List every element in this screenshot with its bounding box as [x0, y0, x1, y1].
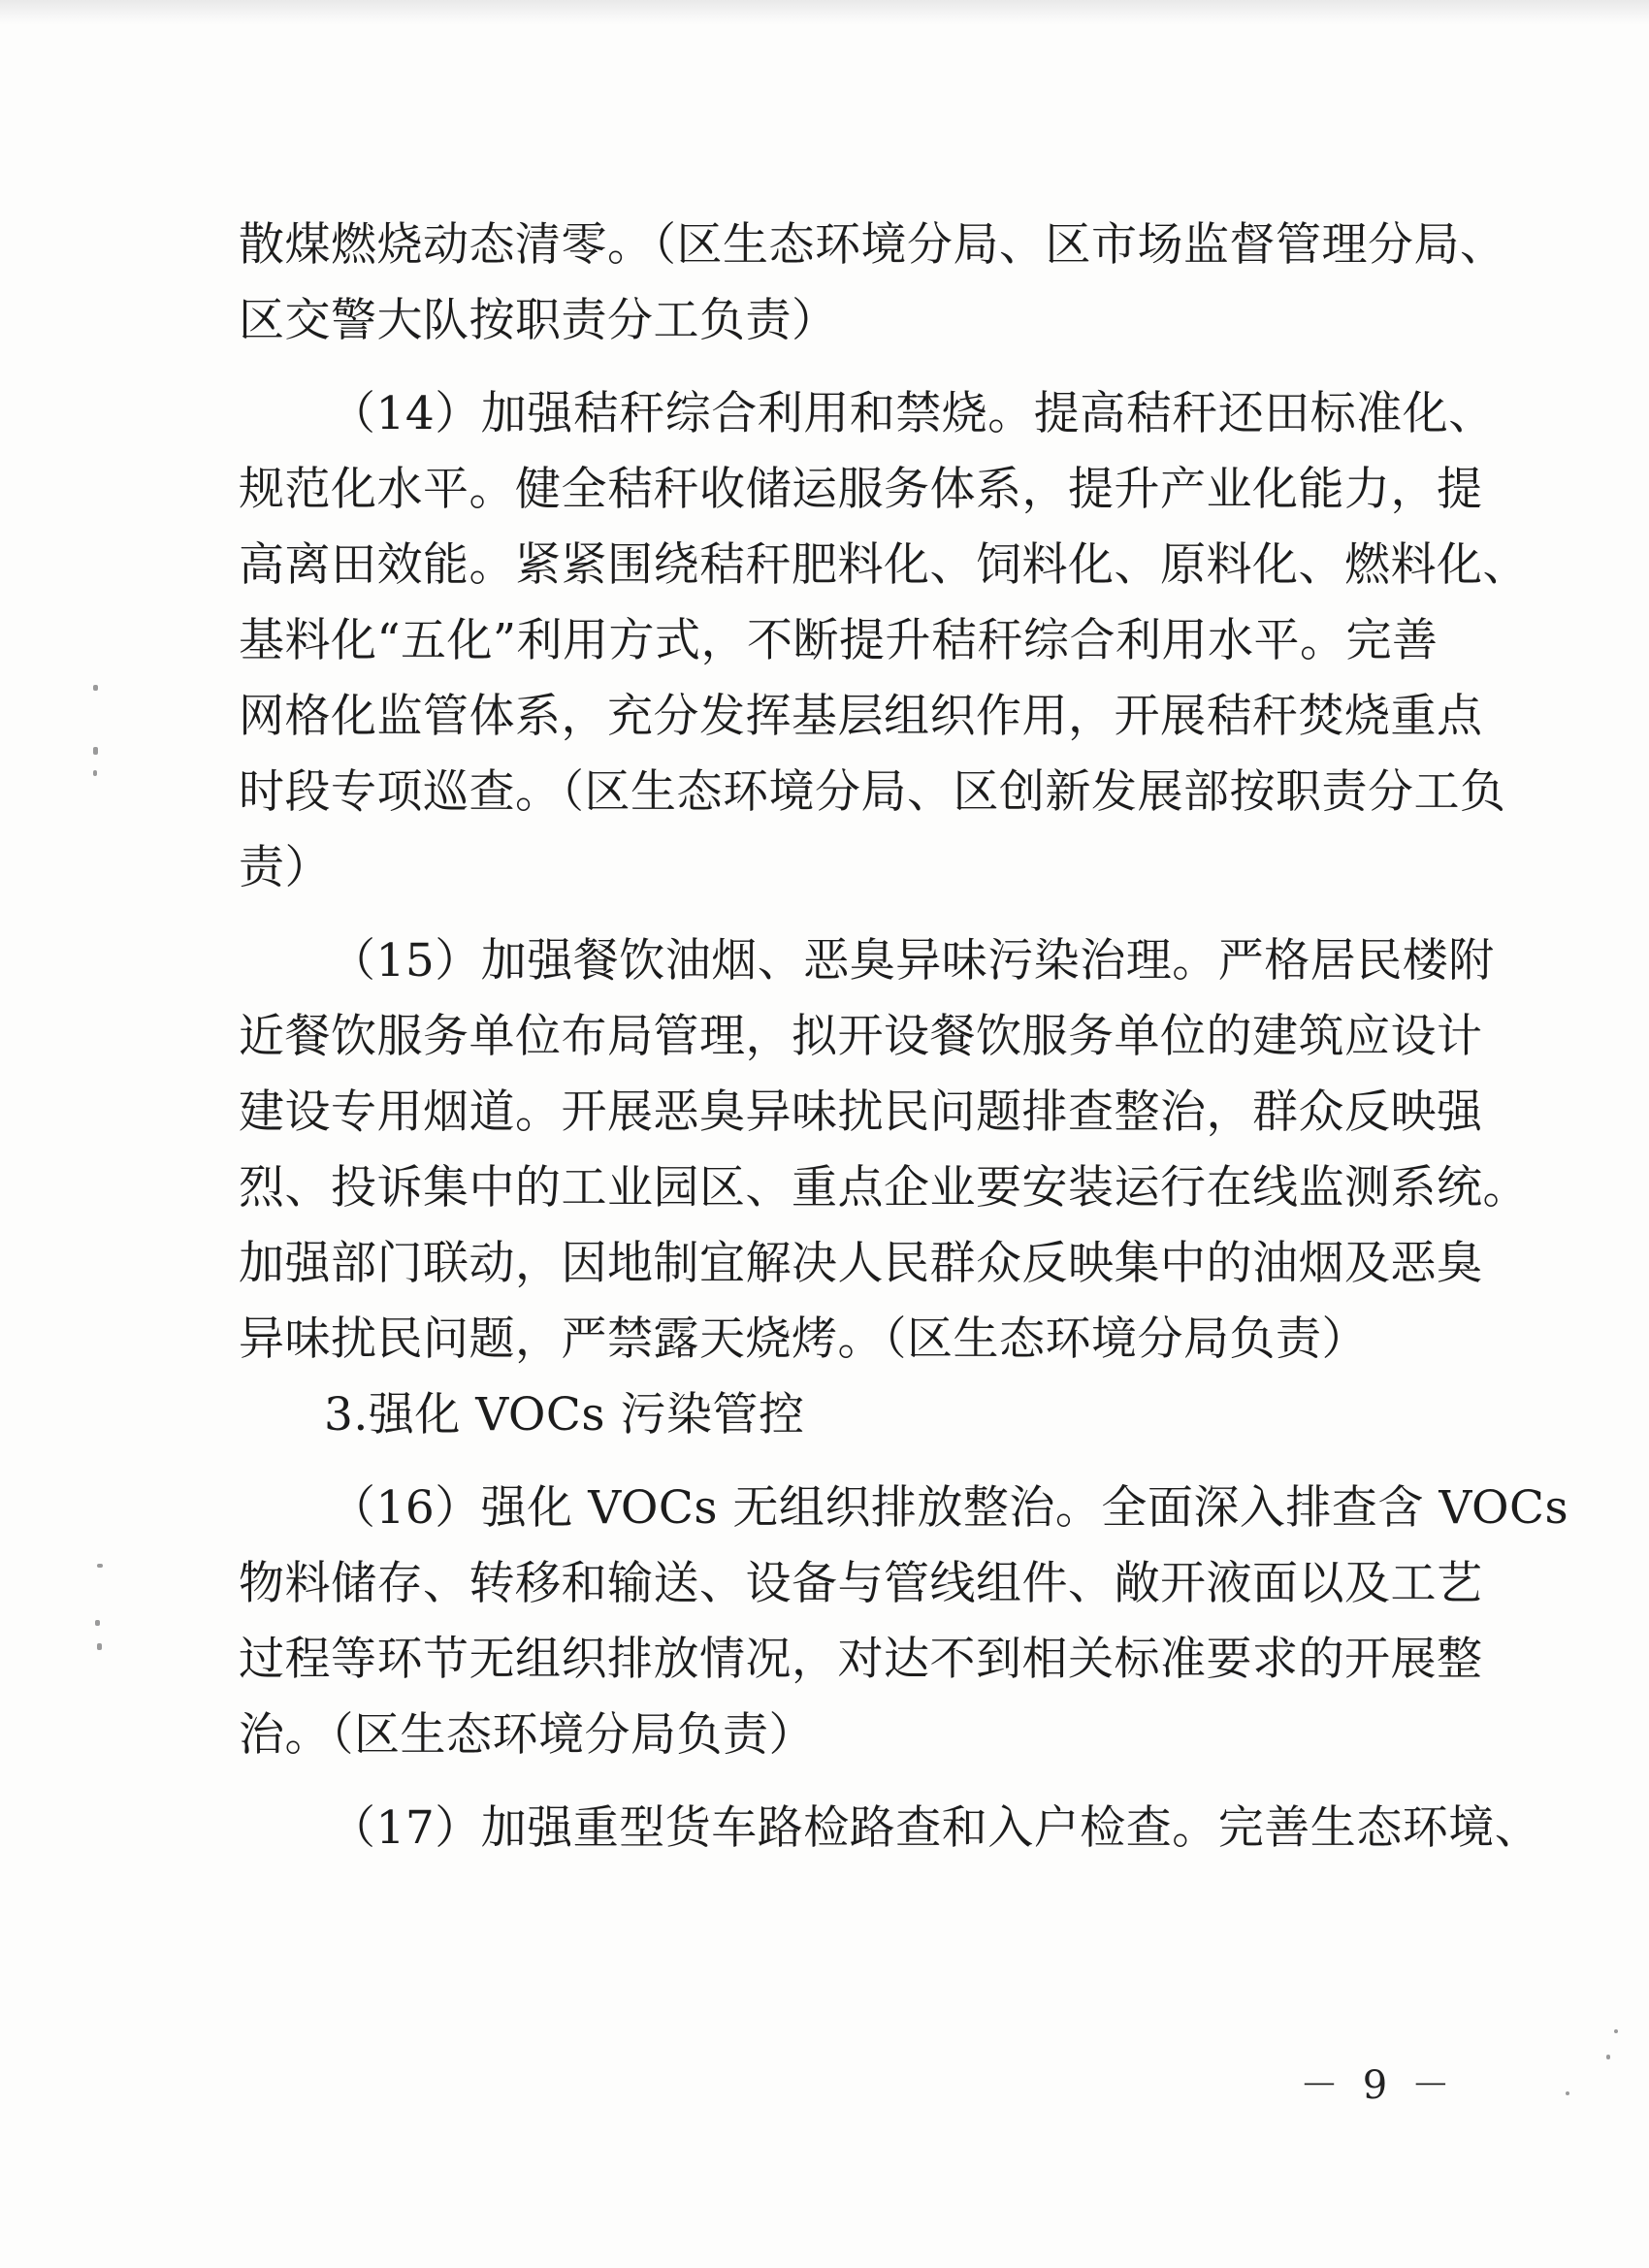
body-line: 建设专用烟道。开展恶臭异味扰民问题排查整治，群众反映强: [239, 1085, 1483, 1139]
body-line: 网格化监管体系，充分发挥基层组织作用，开展秸秆焚烧重点: [239, 690, 1483, 743]
scan-speck: [1566, 2091, 1569, 2095]
body-line: 过程等环节无组织排放情况，对达不到相关标准要求的开展整: [239, 1633, 1483, 1686]
body-line: 加强部门联动，因地制宜解决人民群众反映集中的油烟及恶臭: [239, 1237, 1483, 1290]
scan-speck: [97, 1643, 102, 1650]
scan-speck: [97, 1564, 103, 1568]
scan-speck: [95, 1620, 100, 1626]
body-line: 异味扰民问题，严禁露天烧烤。（区生态环境分局负责）: [239, 1312, 1368, 1366]
section-heading: 3.强化 VOCs 污染管控: [324, 1388, 805, 1442]
body-line: 区交警大队按职责分工负责）: [239, 294, 838, 347]
body-line: 散煤燃烧动态清零。（区生态环境分局、区市场监督管理分局、: [239, 218, 1506, 272]
body-line: 高离田效能。紧紧围绕秸秆肥料化、饲料化、原料化、燃料化、: [239, 538, 1529, 592]
scan-shadow: [0, 0, 1649, 25]
body-line: 时段专项巡查。（区生态环境分局、区创新发展部按职责分工负: [239, 765, 1506, 819]
body-line: 责）: [239, 841, 331, 894]
body-line: 物料储存、转移和输送、设备与管线组件、敞开液面以及工艺: [239, 1557, 1483, 1610]
body-line: 规范化水平。健全秸秆收储运服务体系，提升产业化能力，提: [239, 463, 1483, 516]
body-line: 近餐饮服务单位布局管理，拟开设餐饮服务单位的建筑应设计: [239, 1010, 1483, 1063]
body-line: 烈、投诉集中的工业园区、重点企业要安装运行在线监测系统。: [239, 1161, 1529, 1215]
document-body: [239, 208, 1569, 1866]
body-line: 治。（区生态环境分局负责）: [239, 1708, 815, 1762]
scan-speck: [93, 747, 98, 755]
paragraph-14-first-line: （14）加强秸秆综合利用和禁烧。提高秸秆还田标准化、: [330, 387, 1495, 440]
paragraph-16-first-line: （16）强化 VOCs 无组织排放整治。全面深入排查含 VOCs: [330, 1481, 1569, 1535]
scan-speck: [1614, 2029, 1618, 2033]
paragraph-15-first-line: （15）加强餐饮油烟、恶臭异味污染治理。严格居民楼附: [330, 934, 1495, 988]
scan-speck: [93, 770, 97, 776]
body-line: 基料化“五化”利用方式，不断提升秸秆综合利用水平。完善: [239, 614, 1439, 667]
scan-speck: [1606, 2055, 1610, 2059]
paragraph-17-first-line: （17）加强重型货车路检路查和入户检查。完善生态环境、: [330, 1801, 1541, 1855]
scan-speck: [93, 685, 98, 691]
page-number: － 9 －: [1300, 2063, 1456, 2108]
